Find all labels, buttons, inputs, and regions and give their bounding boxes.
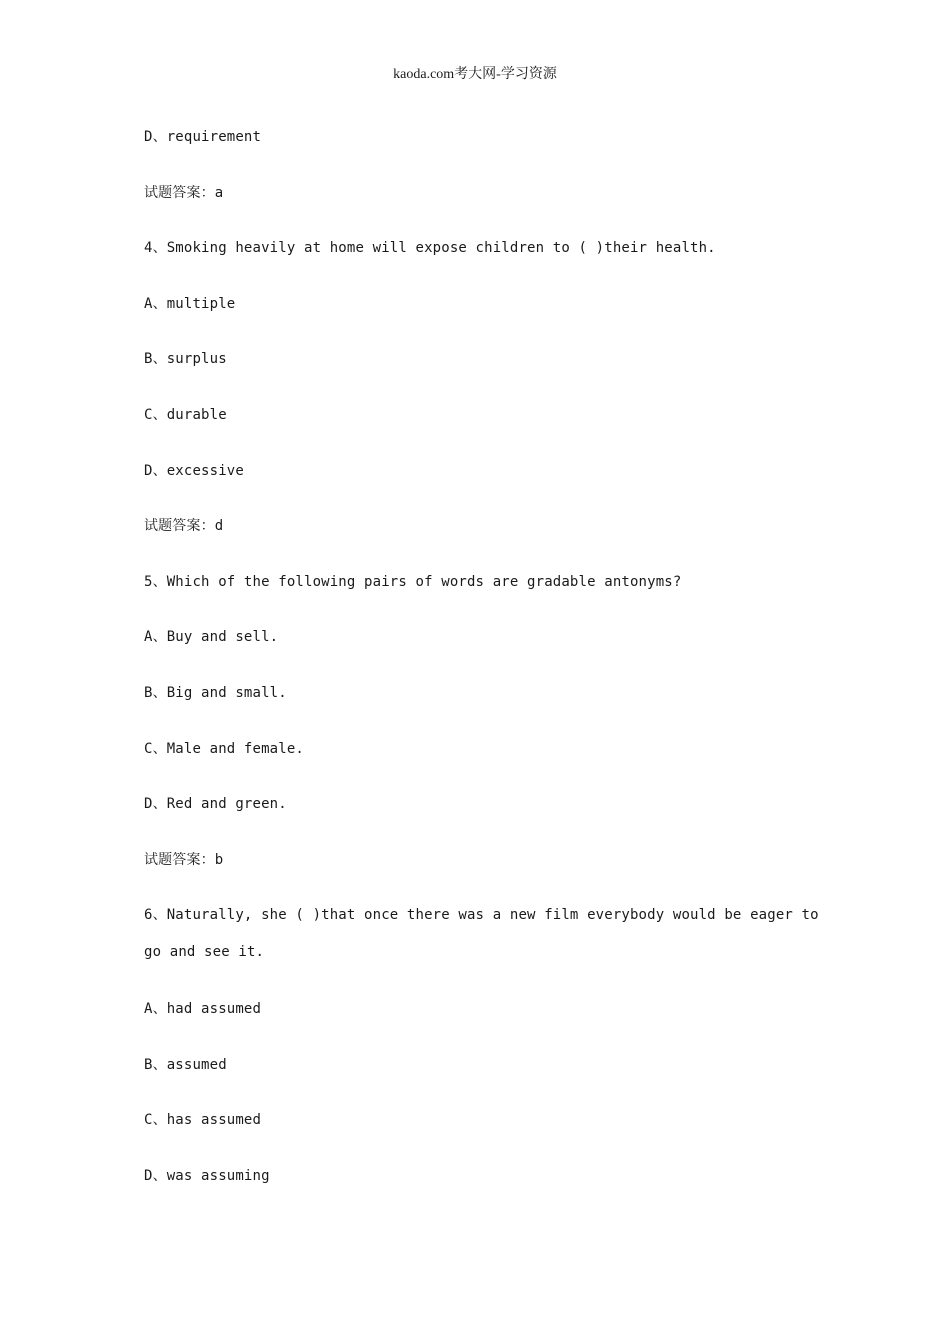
answer-label: 试题答案： bbox=[144, 184, 215, 201]
answer-value: a bbox=[214, 184, 224, 201]
answer-label: 试题答案： bbox=[144, 851, 215, 868]
option-d: D、was assuming bbox=[144, 1167, 270, 1184]
header-title: 考大网-学习资源 bbox=[454, 67, 557, 82]
option-c: C、has assumed bbox=[144, 1112, 262, 1129]
answer-line bbox=[144, 513, 824, 539]
answer-value: b bbox=[214, 851, 224, 868]
answer-label: 试题答案： bbox=[144, 518, 215, 535]
question-6: 6、Naturally, she ( )that once there was a new film everybody would be eager to go and see it. bbox=[144, 907, 828, 961]
option-b: B、Big and small. bbox=[144, 684, 287, 701]
option-b: B、surplus bbox=[144, 351, 227, 368]
option-d: D、excessive bbox=[144, 462, 244, 479]
option-c: C、durable bbox=[144, 406, 227, 423]
option-c: C、Male and female. bbox=[144, 740, 304, 757]
document-body bbox=[144, 124, 828, 1218]
option-a: A、had assumed bbox=[144, 1000, 262, 1017]
option-a: A、Buy and sell. bbox=[144, 629, 279, 646]
answer-line bbox=[144, 847, 824, 873]
question-4: 4、Smoking heavily at home will expose children to ( )their health. bbox=[144, 240, 716, 257]
option-d: D、Red and green. bbox=[144, 796, 287, 813]
question-5: 5、Which of the following pairs of words are gradable antonyms? bbox=[144, 573, 682, 590]
answer-line bbox=[144, 180, 824, 206]
header-site: kaoda.com bbox=[393, 67, 455, 82]
option-d: D、requirement bbox=[144, 129, 262, 145]
option-b: B、assumed bbox=[144, 1056, 227, 1073]
answer-value: d bbox=[214, 518, 224, 535]
page-header bbox=[0, 66, 950, 84]
option-a: A、multiple bbox=[144, 295, 236, 312]
